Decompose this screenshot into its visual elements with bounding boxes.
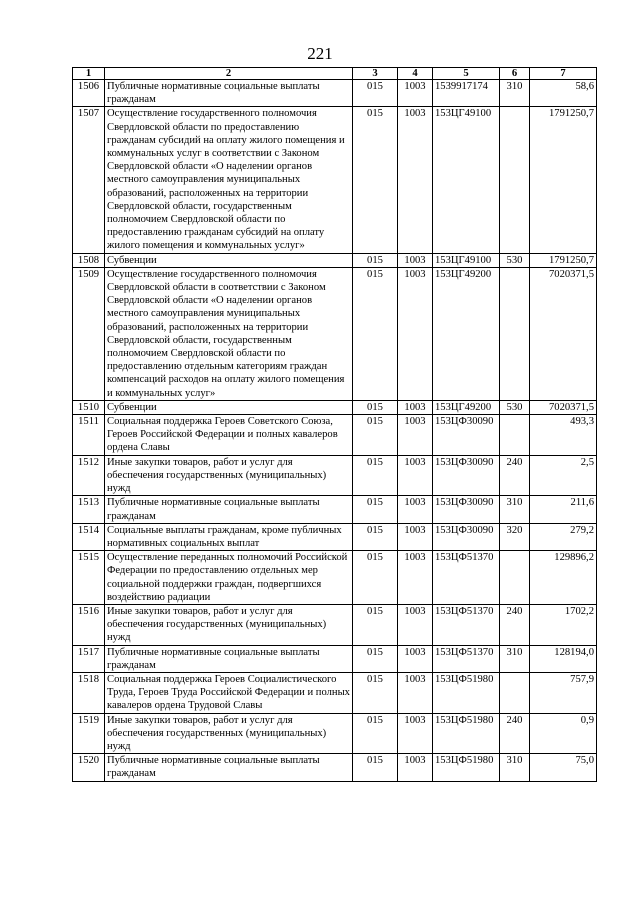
row-code-target: 153ЦФ51370 [433,604,500,645]
row-name: Социальная поддержка Героев Советского Союза, Героев Российской Федерации и полных кавалеров ордена Славы [105,415,353,456]
row-code-target: 153ЦФ30090 [433,455,500,496]
row-code-admin: 015 [353,713,398,754]
row-amount: 0,9 [530,713,597,754]
row-name: Субвенции [105,400,353,414]
row-code-section: 1003 [398,523,433,550]
row-code-admin: 015 [353,253,398,267]
row-code-target: 153ЦГ49100 [433,107,500,253]
row-code-admin: 015 [353,645,398,672]
row-name: Иные закупки товаров, работ и услуг для обеспечения государственных (муниципальных) нужд [105,713,353,754]
col-header: 3 [353,68,398,80]
row-code-section: 1003 [398,496,433,523]
row-code-target: 153ЦФ51980 [433,713,500,754]
row-code-section: 1003 [398,400,433,414]
row-code-target: 153ЦГ49100 [433,253,500,267]
row-code-expense: 310 [500,754,530,781]
row-code-section: 1003 [398,253,433,267]
row-code-expense [500,551,530,605]
row-amount: 75,0 [530,754,597,781]
row-amount: 493,3 [530,415,597,456]
table-row [73,496,597,523]
row-number: 1520 [73,754,105,781]
col-header: 2 [105,68,353,80]
row-code-expense: 240 [500,604,530,645]
row-code-target: 153ЦФ51980 [433,672,500,713]
row-code-expense [500,107,530,253]
col-header: 4 [398,68,433,80]
row-name: Осуществление переданных полномочий Российской Федерации по предоставлению отдельных мер социальной поддержки граждан, подвергшихся воздействию радиации [105,551,353,605]
row-code-expense: 310 [500,645,530,672]
row-number: 1513 [73,496,105,523]
table-row [73,107,597,253]
row-code-target: 153ЦФ51370 [433,645,500,672]
row-number: 1518 [73,672,105,713]
row-code-expense: 310 [500,80,530,107]
row-code-target: 153ЦФ51370 [433,551,500,605]
budget-table [72,67,597,782]
row-name: Иные закупки товаров, работ и услуг для обеспечения государственных (муниципальных) нужд [105,455,353,496]
table-row [73,754,597,781]
row-code-admin: 015 [353,523,398,550]
table-row [73,267,597,400]
row-code-section: 1003 [398,107,433,253]
row-amount: 1791250,7 [530,253,597,267]
row-code-target: 1539917174 [433,80,500,107]
row-code-admin: 015 [353,400,398,414]
row-name: Публичные нормативные социальные выплаты гражданам [105,754,353,781]
row-name: Осуществление государственного полномочия Свердловской области по предоставлению гражданам субсидий на оплату жилого помещения и коммунальных услуг в соответствии с Законом Свердловской области «О наделении органов местного самоуправления муниципальных образований, расположенных на территории Свердловской области, государственным полномочием Свердловской области по предоставлению гражданам субсидий на оплату жилого помещения и коммунальных услуг» [105,107,353,253]
row-amount: 757,9 [530,672,597,713]
table-row [73,400,597,414]
row-amount: 129896,2 [530,551,597,605]
row-amount: 58,6 [530,80,597,107]
row-number: 1519 [73,713,105,754]
row-amount: 128194,0 [530,645,597,672]
table-row [73,604,597,645]
row-name: Субвенции [105,253,353,267]
row-number: 1515 [73,551,105,605]
col-header: 7 [530,68,597,80]
row-code-section: 1003 [398,672,433,713]
table-row [73,415,597,456]
col-header: 6 [500,68,530,80]
row-code-admin: 015 [353,604,398,645]
row-code-section: 1003 [398,713,433,754]
table-row [73,713,597,754]
row-name: Публичные нормативные социальные выплаты гражданам [105,80,353,107]
col-header: 1 [73,68,105,80]
row-code-admin: 015 [353,672,398,713]
row-code-target: 153ЦГ49200 [433,400,500,414]
row-code-admin: 015 [353,267,398,400]
row-code-section: 1003 [398,604,433,645]
row-code-target: 153ЦФ30090 [433,415,500,456]
row-code-admin: 015 [353,496,398,523]
row-code-expense: 240 [500,713,530,754]
row-code-target: 153ЦФ30090 [433,496,500,523]
row-code-target: 153ЦФ30090 [433,523,500,550]
row-name: Осуществление государственного полномочия Свердловской области в соответствии с Законом Свердловской области «О наделении органов местного самоуправления муниципальных образований, расположенных на территории Свердловской области, государственным полномочием Свердловской области по предоставлению отдельным категориям граждан компенсаций расходов на оплату жилого помещения и коммунальных услуг» [105,267,353,400]
row-code-expense: 320 [500,523,530,550]
row-code-expense: 530 [500,400,530,414]
row-number: 1516 [73,604,105,645]
row-code-expense: 310 [500,496,530,523]
table-row [73,551,597,605]
row-code-target: 153ЦФ51980 [433,754,500,781]
row-code-expense [500,415,530,456]
row-code-expense: 240 [500,455,530,496]
row-code-section: 1003 [398,645,433,672]
row-number: 1512 [73,455,105,496]
row-code-admin: 015 [353,107,398,253]
row-amount: 7020371,5 [530,267,597,400]
row-code-expense [500,267,530,400]
row-number: 1511 [73,415,105,456]
table-row [73,672,597,713]
row-code-section: 1003 [398,80,433,107]
row-code-section: 1003 [398,415,433,456]
row-name: Публичные нормативные социальные выплаты гражданам [105,645,353,672]
row-name: Иные закупки товаров, работ и услуг для обеспечения государственных (муниципальных) нужд [105,604,353,645]
header-row [73,68,597,80]
row-code-admin: 015 [353,754,398,781]
table-row [73,455,597,496]
row-number: 1506 [73,80,105,107]
row-code-section: 1003 [398,754,433,781]
row-name: Публичные нормативные социальные выплаты гражданам [105,496,353,523]
row-amount: 1702,2 [530,604,597,645]
table-row [73,80,597,107]
row-code-section: 1003 [398,267,433,400]
row-number: 1508 [73,253,105,267]
row-amount: 211,6 [530,496,597,523]
row-code-expense [500,672,530,713]
row-code-expense: 530 [500,253,530,267]
row-code-admin: 015 [353,415,398,456]
row-code-section: 1003 [398,455,433,496]
row-amount: 2,5 [530,455,597,496]
row-number: 1514 [73,523,105,550]
table-row [73,253,597,267]
row-number: 1509 [73,267,105,400]
row-code-admin: 015 [353,551,398,605]
row-code-admin: 015 [353,80,398,107]
row-amount: 1791250,7 [530,107,597,253]
row-number: 1517 [73,645,105,672]
table-row [73,523,597,550]
table-row [73,645,597,672]
row-amount: 7020371,5 [530,400,597,414]
row-number: 1507 [73,107,105,253]
row-code-admin: 015 [353,455,398,496]
row-number: 1510 [73,400,105,414]
row-code-section: 1003 [398,551,433,605]
row-amount: 279,2 [530,523,597,550]
row-name: Социальная поддержка Героев Социалистического Труда, Героев Труда Российской Федерации и полных кавалеров ордена Трудовой Славы [105,672,353,713]
row-code-target: 153ЦГ49200 [433,267,500,400]
col-header: 5 [433,68,500,80]
row-name: Социальные выплаты гражданам, кроме публичных нормативных социальных выплат [105,523,353,550]
page-number: 221 [307,44,333,63]
